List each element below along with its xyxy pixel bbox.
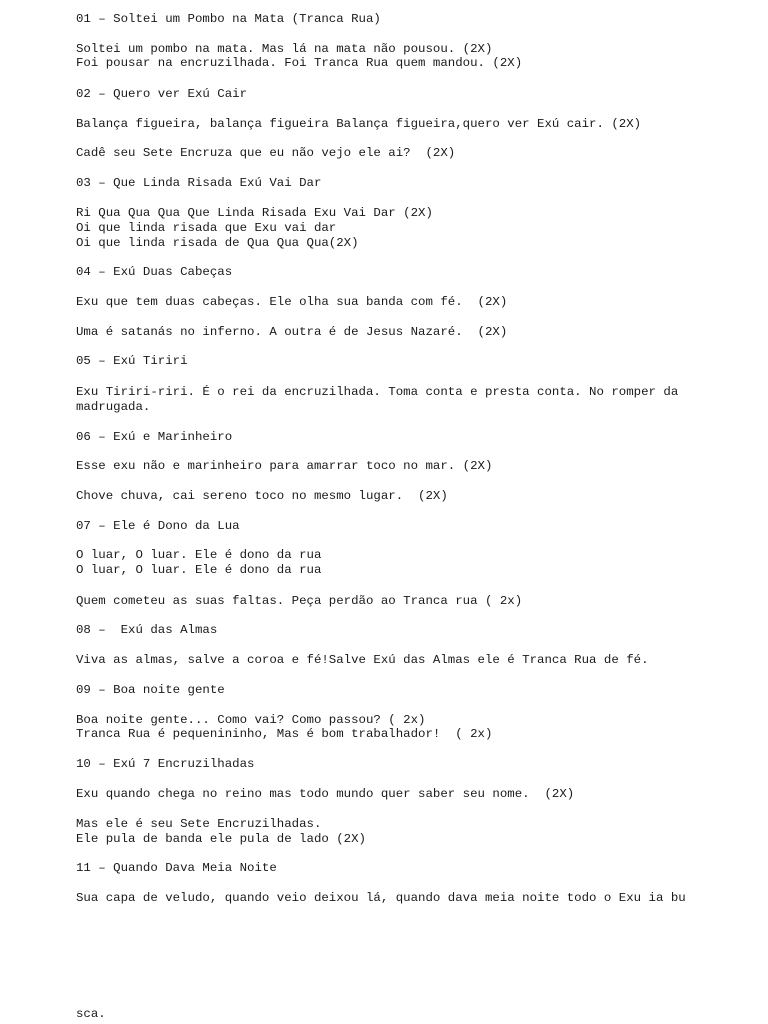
lyric-line: Ele pula de banda ele pula de lado (2X) — [76, 832, 366, 846]
song-title-09: 09 – Boa noite gente — [76, 683, 225, 697]
lyric-line: Mas ele é seu Sete Encruzilhadas. — [76, 817, 322, 831]
song-title-07: 07 – Ele é Dono da Lua — [76, 519, 240, 533]
lyric-line: Tranca Rua é pequenininho, Mas é bom trabalhador! ( 2x) — [76, 727, 493, 741]
lyric-line-continuation: sca. — [76, 1007, 106, 1021]
lyric-line: Ri Qua Qua Qua Que Linda Risada Exu Vai Dar (2X) — [76, 206, 433, 220]
lyric-line: Cadê seu Sete Encruza que eu não vejo ele ai? (2X) — [76, 146, 456, 160]
lyric-line: Exu Tiriri-riri. É o rei da encruzilhada. Toma conta e presta conta. No romper da — [76, 385, 679, 399]
lyric-line: Esse exu não e marinheiro para amarrar toco no mar. (2X) — [76, 459, 493, 473]
lyric-line: Oi que linda risada que Exu vai dar — [76, 221, 337, 235]
song-title-11: 11 – Quando Dava Meia Noite — [76, 861, 277, 875]
song-title-10: 10 – Exú 7 Encruzilhadas — [76, 757, 255, 771]
lyric-line: Uma é satanás no inferno. A outra é de Jesus Nazaré. (2X) — [76, 325, 508, 339]
lyric-line: Sua capa de veludo, quando veio deixou lá, quando dava meia noite todo o Exu ia bu — [76, 891, 686, 905]
lyric-line: madrugada. — [76, 400, 151, 414]
lyric-line: Chove chuva, cai sereno toco no mesmo lugar. (2X) — [76, 489, 448, 503]
song-title-06: 06 – Exú e Marinheiro — [76, 430, 233, 444]
song-title-01: 01 – Soltei um Pombo na Mata (Tranca Rua) — [76, 12, 381, 26]
song-title-05: 05 – Exú Tiriri — [76, 354, 188, 368]
lyric-line: Exu que tem duas cabeças. Ele olha sua banda com fé. (2X) — [76, 295, 508, 309]
lyric-line: Soltei um pombo na mata. Mas lá na mata não pousou. (2X) — [76, 42, 493, 56]
lyric-line: Balança figueira, balança figueira Balança figueira,quero ver Exú cair. (2X) — [76, 117, 642, 131]
song-title-03: 03 – Que Linda Risada Exú Vai Dar — [76, 176, 322, 190]
lyric-line: Oi que linda risada de Qua Qua Qua(2X) — [76, 236, 359, 250]
lyric-line: O luar, O luar. Ele é dono da rua — [76, 548, 322, 562]
lyric-line: Exu quando chega no reino mas todo mundo quer saber seu nome. (2X) — [76, 787, 575, 801]
lyric-line: Foi pousar na encruzilhada. Foi Tranca Rua quem mandou. (2X) — [76, 56, 523, 70]
song-title-04: 04 – Exú Duas Cabeças — [76, 265, 233, 279]
lyric-line: O luar, O luar. Ele é dono da rua — [76, 563, 322, 577]
lyric-line: Quem cometeu as suas faltas. Peça perdão ao Tranca rua ( 2x) — [76, 594, 523, 608]
lyric-line: Viva as almas, salve a coroa e fé!Salve Exú das Almas ele é Tranca Rua de fé. — [76, 653, 649, 667]
song-title-02: 02 – Quero ver Exú Cair — [76, 87, 248, 101]
song-title-08: 08 – Exú das Almas — [76, 623, 218, 637]
lyric-line: Boa noite gente... Como vai? Como passou? ( 2x) — [76, 713, 426, 727]
